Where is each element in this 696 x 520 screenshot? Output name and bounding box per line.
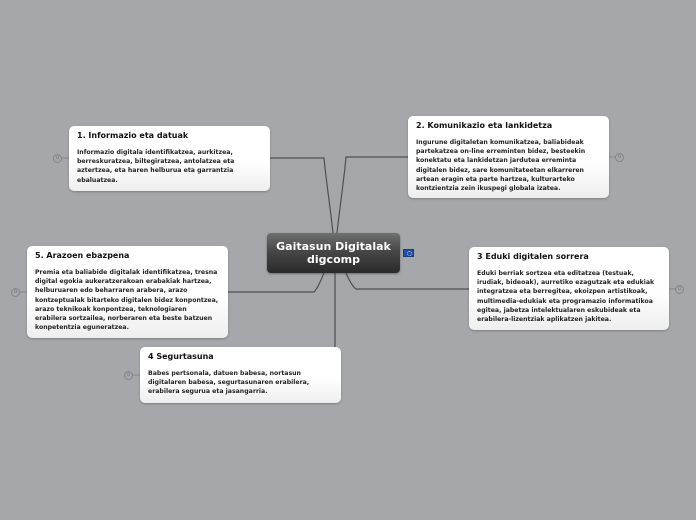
collapse-counter-icon[interactable]: 0 xyxy=(53,154,62,163)
topic-title: 3 Eduki digitalen sorrera xyxy=(477,252,589,261)
topic-title: 4 Segurtasuna xyxy=(148,352,214,361)
topic-description: Babes pertsonala, datuen babesa, nortasun digitalaren babesa, segurtasunaren erabilera, erabilera segurua eta jasangarria. xyxy=(148,370,310,396)
topic-segurtasuna[interactable] xyxy=(140,347,341,403)
topic-eduki-digitalen-sorrera[interactable] xyxy=(469,247,669,330)
topic-title: 2. Komunikazio eta lankidetza xyxy=(416,121,553,130)
flag-icon xyxy=(403,249,414,257)
central-topic[interactable] xyxy=(267,233,400,273)
link-t5 xyxy=(228,273,324,292)
topic-komunikazio-eta-lankidetza[interactable] xyxy=(408,116,609,198)
topic-description: Eduki berriak sortzea eta editatzea (testuak, irudiak, bideoak), aurretiko ezagutzak eta edukiak integratzea eta berregitea, ekoizpen artistikoak, multimedia-edukiak eta programazio informatikoa egitea, jabetza intelektualaren eskubideak eta erabilera-lizentziak aplikatzen jakitea. xyxy=(477,270,655,324)
topic-arazoen-ebazpena[interactable] xyxy=(27,246,228,338)
topic-description: Informazio digitala identifikatzea, aurkitzea, berreskuratzea, biltegiratzea, antolatzea eta aztertzea, eta haren helburua eta garrantzia ebaluatzea. xyxy=(77,149,235,184)
topic-title: 5. Arazoen ebazpena xyxy=(35,251,130,260)
collapse-counter-icon[interactable]: 0 xyxy=(675,285,684,294)
collapse-counter-icon[interactable]: 0 xyxy=(11,288,20,297)
link-t2 xyxy=(337,157,408,233)
central-topic-label: Gaitasun Digitalak digcomp xyxy=(276,240,391,266)
collapse-counter-icon[interactable]: 0 xyxy=(124,371,133,380)
link-t3 xyxy=(346,273,469,289)
topic-description: Premia eta baliabide digitalak identifikatzea, tresna digital egokia aukeratzerakoan erabakiak hartzea, helburuaren edo beharraren arabera, arazo kontzeptualak bitarteko digitalen bidez konpontzea, arazo teknikoak konpontzea, teknologiaren erabilera sortzailea, norberaren eta beste batzuen konpetentzia eguneratzea. xyxy=(35,269,219,332)
collapse-counter-icon[interactable]: 0 xyxy=(615,153,624,162)
topic-informazio-eta-datuak[interactable] xyxy=(69,126,270,191)
topic-title: 1. Informazio eta datuak xyxy=(77,131,189,140)
topic-description: Ingurune digitaletan komunikatzea, baliabideak partekatzea on-line erreminten bidez, besteekin konektatu eta lankidetzan jarduteа erreminta digitalen bidez, sare komunitateetan elkarreren artean eragin eta parte hartzea, kulturarteko kontzientzia zein ikuspegi globala izatea. xyxy=(416,139,586,193)
link-t1 xyxy=(270,158,333,233)
